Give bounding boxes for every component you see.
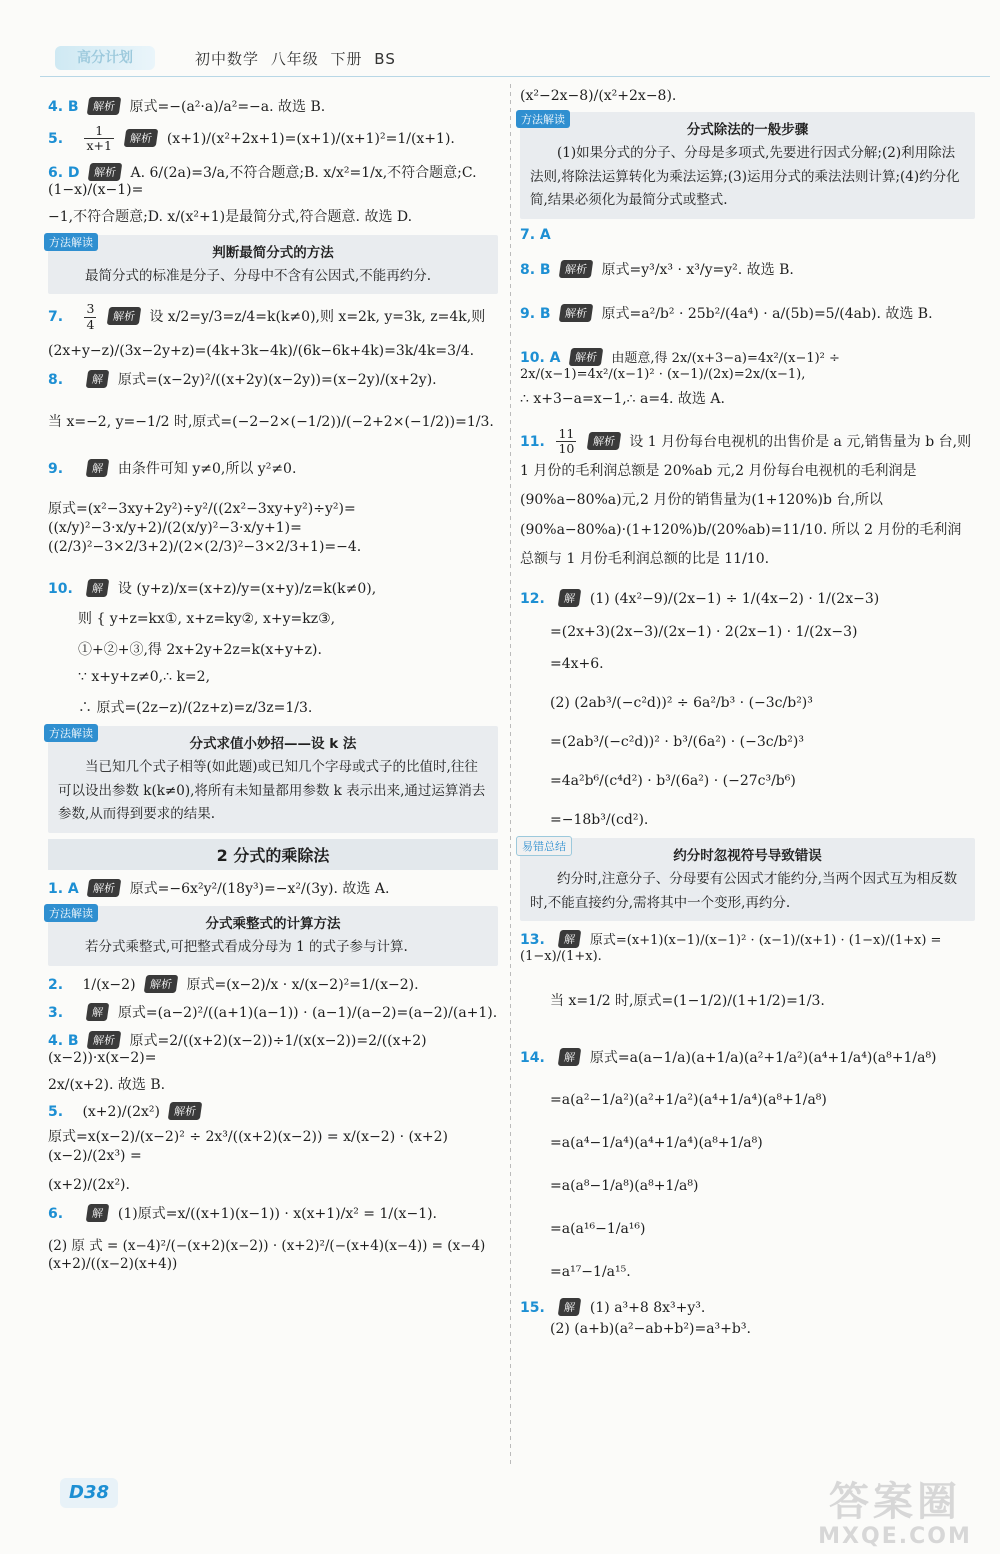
box-title: 分式除法的一般步骤: [686, 122, 809, 138]
answer-8: [48, 369, 498, 432]
solution-tag: 解: [86, 1003, 110, 1021]
solution-tag: 解: [86, 1204, 110, 1222]
answer-value: 1/(x−2): [82, 976, 136, 993]
answer-text: 原式=y³/x³ · x³/y=y². 故选 B.: [601, 261, 794, 278]
answer-r7: [520, 227, 975, 243]
answer-line: =a(a⁴−1/a⁴)(a⁴+1/a⁴)(a⁸+1/a⁸): [550, 1134, 763, 1151]
watermark-logo-text: 答案圈: [829, 1479, 961, 1525]
answer-4: [48, 96, 498, 116]
answer-line: =a¹⁷−1/a¹⁵.: [550, 1263, 631, 1280]
answer-text: 原式=(x+1)(x−1)/(x−1)² · (x−1)/(x+1) · (1−x)/(1+x) = (1−x)/(1+x).: [520, 933, 942, 965]
book-title: 初中数学 八年级 下册 BS: [195, 50, 396, 68]
answer-line: =4a²b⁶/(c⁴d²) · b³/(6a²) · (−27c³/b⁶): [550, 773, 796, 790]
question-number: 4. B: [48, 99, 79, 115]
answer-fraction: $\frac{3}{4}$: [86, 301, 95, 332]
answer-r13: [520, 929, 975, 1011]
answer-s4: [48, 1030, 498, 1095]
question-number: 10. A: [520, 349, 561, 366]
header-rule: [40, 76, 990, 77]
answer-line: 则 { y+z=kx①, x+z=ky②, x+y=kz③,: [78, 611, 336, 628]
error-tag: 易错总结: [516, 836, 572, 856]
method-box-simplest-fraction: [48, 235, 498, 295]
answer-text: (x+1)/(x²+2x+1)=(x+1)/(x+1)²=1/(x+1).: [166, 130, 455, 147]
answer-r14: [520, 1047, 975, 1281]
question-number: 10.: [48, 581, 73, 598]
analysis-tag: 解析: [124, 129, 159, 147]
answer-7: [48, 302, 498, 361]
answer-text-continued: (2x+y−z)/(3x−2y+z)=(4k+3k−4k)/(6k−6k+4k)=3k/4k=3/4.: [48, 343, 475, 360]
answer-s3: [48, 1002, 498, 1022]
question-number: 8. B: [520, 261, 551, 278]
answer-line: ∴ 原式=(2z−z)/(2z+z)=z/3z=1/3.: [78, 700, 313, 717]
question-number: 11.: [520, 433, 545, 450]
answer-r15: [520, 1298, 975, 1339]
answer-line: =a(a⁸−1/a⁸)(a⁸+1/a⁸): [550, 1177, 699, 1194]
answer-line: =a(a¹⁶−1/a¹⁶): [550, 1220, 646, 1237]
question-number: 5.: [48, 130, 64, 147]
answer-text: 原式=x(x−2)/(x−2)² ÷ 2x³/((x+2)(x−2)) = x/(x−2) · (x+2)(x−2)/(2x³) =: [48, 1129, 448, 1165]
question-number: 9.: [48, 460, 64, 477]
answer-line: (2) (2ab³/(−c²d))² ÷ 6a²/b³ · (−3c/b²)³: [550, 695, 813, 712]
answer-10: [48, 578, 498, 718]
question-number: 8.: [48, 371, 64, 388]
answer-text-continued: 当 x=1/2 时,原式=(1−1/2)/(1+1/2)=1/3.: [550, 993, 825, 1010]
page-header: [0, 40, 1000, 80]
box-text: 约分时,注意分子、分母要有公因式才能约分,当两个因式互为相反数时,不能直接约分,需将其中一个变形,再约分.: [530, 870, 958, 911]
answer-line: (2) (a+b)(a²−ab+b²)=a³+b³.: [550, 1320, 751, 1337]
answer-text: 原式=(x−2y)²/((x+2y)(x−2y))=(x−2y)/(x+2y).: [117, 371, 437, 388]
answer-line: 设 (y+z)/x=(x+z)/y=(x+y)/z=k(k≠0),: [117, 581, 377, 598]
answer-line: =(2ab³/(−c²d))² · b³/(6a²) · (−3c/b²)³: [550, 734, 804, 751]
solution-tag: 解: [558, 589, 582, 607]
question-number: 15.: [520, 1299, 545, 1316]
answer-text-continued: (x+2)/(2x²).: [48, 1177, 130, 1194]
question-number: 1. A: [48, 880, 79, 897]
right-column: [520, 80, 975, 1346]
answer-line: (1) (4x²−9)/(2x−1) ÷ 1/(4x−2) · 1/(2x−3): [589, 590, 880, 607]
box-title: 约分时忽视符号导致错误: [673, 847, 822, 864]
analysis-tag: 解析: [144, 975, 179, 993]
error-summary-box: [520, 838, 975, 921]
watermark-url: MXQE.COM: [818, 1524, 972, 1549]
analysis-tag: 解析: [87, 879, 122, 897]
question-number: 7.: [48, 309, 64, 326]
answer-line: ①+②+③,得 2x+2y+2z=k(x+y+z).: [78, 642, 322, 659]
method-tag: 方法解读: [44, 233, 98, 251]
method-tag: 方法解读: [44, 904, 98, 922]
answer-text: 原式=(x−2)/x · x/(x−2)²=1/(x−2).: [186, 976, 419, 993]
answer-text-continued: 原式=(x²−3xy+2y²)÷y²/((2x²−3xy+y²)÷y²)=((x/y)²−3·x/y+2)/(2(x/y)²−3·x/y+1)=((2/3)²−3×2/3+2)/(2×(2/3)²−3×2/3+1)=−4.: [48, 500, 362, 555]
answer-text: 原式=−6x²y²/(18y³)=−x²/(3y). 故选 A.: [129, 880, 390, 897]
solution-tag: 解: [558, 1048, 582, 1066]
method-tag: 方法解读: [44, 724, 98, 742]
answer-text-continued: ∴ x+3−a=x−1,∴ a=4. 故选 A.: [520, 390, 725, 407]
answer-text: 设 x/2=y/3=z/4=k(k≠0),则 x=2k, y=3k, z=4k,则: [149, 309, 486, 326]
answer-text: A. 6/(2a)=3/a,不符合题意;B. x/x²=1/x,不符合题意;C. (1−x)/(x−1)=: [48, 164, 477, 198]
method-box-division-steps: [520, 112, 975, 219]
answer-text-continued: 2x/(x+2). 故选 B.: [48, 1076, 166, 1093]
watermark: [805, 1480, 985, 1549]
question-number: 2.: [48, 976, 64, 993]
answer-text: (1)原式=x/((x+1)(x−1)) · x(x+1)/x² = 1/(x−1).: [117, 1206, 438, 1223]
question-number: 12.: [520, 590, 545, 607]
answer-fraction: $\frac{11}{10}$: [558, 425, 575, 457]
box-title: 分式乘整式的计算方法: [205, 915, 341, 932]
analysis-tag: 解析: [107, 307, 142, 325]
answer-line: =a(a²−1/a²)(a²+1/a²)(a⁴+1/a⁴)(a⁸+1/a⁸): [550, 1092, 827, 1109]
box-text: (1)如果分式的分子、分母是多项式,先要进行因式分解;(2)利用除法法则,将除法运算转化为乘法运算;(3)运用分式的乘法法则计算;(4)约分化简,结果必须化为最简分式或整式.: [530, 145, 960, 209]
answer-9: [48, 458, 498, 557]
question-number: 13.: [520, 932, 545, 949]
answer-text-continued: (2) 原 式 = (x−4)²/(−(x+2)(x−2)) · (x+2)²/(−(x+4)(x−4)) = (x−4)(x+2)/((x−2)(x+4)): [48, 1238, 486, 1273]
solution-tag: 解: [86, 579, 110, 597]
solution-tag: 解: [558, 1298, 582, 1316]
analysis-tag: 解析: [569, 348, 604, 366]
page-number: D38: [60, 1478, 118, 1508]
answer-s5: [48, 1102, 498, 1195]
solution-tag: 解: [558, 930, 582, 948]
answer-text: 原式=a²/b² · 25b²/(4a⁴) · a/(5b)=5/(4ab). 故选 B.: [601, 305, 933, 322]
box-text: 若分式乘整式,可把整式看成分母为 1 的式子参与计算.: [85, 938, 408, 955]
section-heading: 2 分式的乘除法: [48, 839, 498, 870]
answer-line: =4x+6.: [550, 656, 604, 673]
question-number: 5.: [48, 1104, 64, 1121]
question-number: 6.: [48, 1206, 64, 1223]
answer-fraction: $\frac{1}{x+1}$: [86, 123, 112, 154]
answer-text: 设 1 月份每台电视机的出售价是 a 元,销售量为 b 台,则 1 月份的毛利润总额是 20%ab 元,2 月份每台电视机的毛利润是(90%a−80%a)元,2 月份的销售量为(1+120%)b 台,所以 (90%a−80%a)·(1+120%)b/(20%ab)=11/10. 所以 2 月份的毛利润总额与 1 月份毛利润总额的比是 11/10.: [520, 433, 972, 568]
answer-text-continued: 当 x=−2, y=−1/2 时,原式=(−2−2×(−1/2))/(−2+2×(−1/2))=1/3.: [48, 413, 494, 430]
answer-line: 原式=a(a−1/a)(a+1/a)(a²+1/a²)(a⁴+1/a⁴)(a⁸+1/a⁸): [589, 1050, 937, 1067]
answer-r11: [520, 427, 975, 575]
answer-text: 由题意,得 2x/(x+3−a)=4x²/(x−1)² ÷ 2x/(x−1)=4x²/(x−1)² · (x−1)/(2x)=2x/(x−1),: [520, 350, 840, 382]
solution-tag: 解: [86, 370, 110, 388]
analysis-tag: 解析: [587, 432, 622, 450]
column-divider: [510, 84, 511, 1464]
answer-r12: [520, 589, 975, 830]
answer-line: ∵ x+y+z≠0,∴ k=2,: [78, 669, 211, 686]
left-column: [48, 88, 498, 1282]
answer-s2: [48, 974, 498, 994]
answer-text: 由条件可知 y≠0,所以 y²≠0.: [117, 460, 297, 477]
method-box-k-method: [48, 726, 498, 833]
brand-logo: 高分计划: [55, 46, 155, 70]
answer-text: 原式=−(a²·a)/a²=−a. 故选 B.: [129, 99, 326, 115]
analysis-tag: 解析: [559, 304, 594, 322]
question-number: 3.: [48, 1004, 64, 1021]
answer-value: (x+2)/(2x²): [82, 1104, 160, 1121]
analysis-tag: 解析: [87, 97, 122, 115]
box-title: 分式求值小妙招——设 k 法: [189, 736, 357, 753]
answer-5: [48, 124, 498, 154]
box-text: 当已知几个式子相等(如此题)或已知几个字母或式子的比值时,往往可以设出参数 k(k≠0),将所有未知量都用参数 k 表示出来,通过运算消去参数,从而得到要求的结果.: [58, 759, 486, 823]
answer-text: 原式=(a−2)²/((a+1)(a−1)) · (a−1)/(a−2)=(a−2)/(a+1).: [117, 1004, 498, 1021]
answer-r8: [520, 259, 975, 279]
box-title: 判断最简分式的方法: [212, 244, 334, 261]
continued-result: (x²−2x−8)/(x²+2x−8).: [520, 88, 677, 104]
analysis-tag: 解析: [559, 260, 594, 278]
answer-text: 原式=2/((x+2)(x−2))÷1/(x(x−2))=2/((x+2)(x−2))·x(x−2)=: [48, 1032, 427, 1066]
method-box-fraction-times-integer: [48, 906, 498, 966]
answer-line: =(2x+3)(2x−3)/(2x−1) · 2(2x−1) · 1/(2x−3): [550, 623, 858, 640]
question-number: 14.: [520, 1050, 545, 1067]
question-number: 6. D: [48, 164, 80, 181]
answer-r10: [520, 347, 975, 409]
analysis-tag: 解析: [87, 1031, 122, 1049]
answer-s1: [48, 878, 498, 898]
answer-s6: [48, 1203, 498, 1273]
question-number: 7. A: [520, 226, 551, 243]
answer-line: (1) a³+8 8x³+y³.: [589, 1299, 706, 1316]
answer-r9: [520, 303, 975, 323]
answer-6: [48, 162, 498, 227]
analysis-tag: 解析: [88, 163, 123, 181]
solution-tag: 解: [86, 459, 110, 477]
question-number: 9. B: [520, 305, 551, 322]
method-tag: 方法解读: [516, 110, 570, 128]
answer-text-continued: −1,不符合题意;D. x/(x²+1)是最简分式,符合题意. 故选 D.: [48, 208, 413, 225]
answer-line: =−18b³/(cd²).: [550, 812, 649, 829]
question-number: 4. B: [48, 1032, 79, 1049]
box-text: 最简分式的标准是分子、分母中不含有公因式,不能再约分.: [85, 267, 432, 284]
analysis-tag: 解析: [168, 1102, 203, 1120]
